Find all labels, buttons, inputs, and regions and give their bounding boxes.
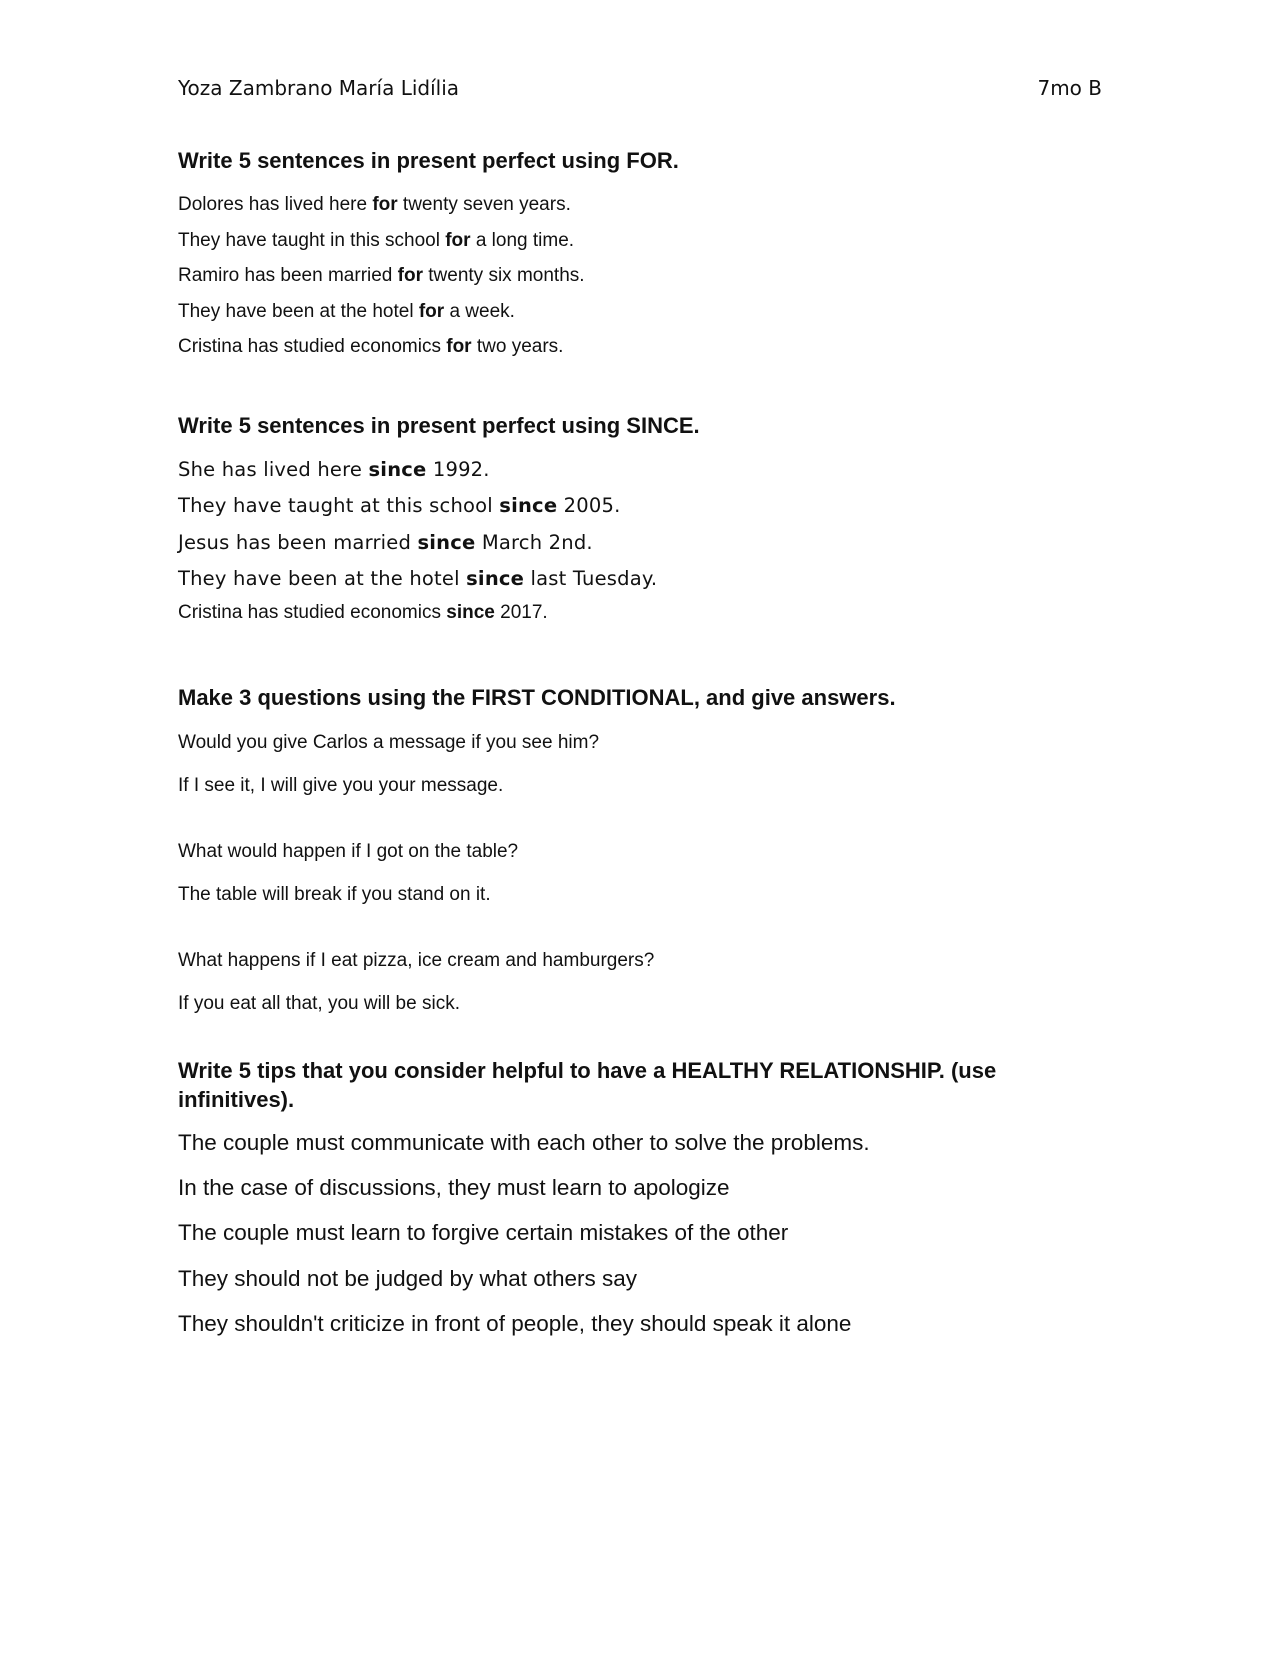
page-header: [178, 76, 1102, 106]
tips-list: [178, 1130, 1078, 1356]
since-sentence-list: [178, 458, 1078, 638]
section-conditional: [178, 685, 1078, 711]
list-item: They have been at the hotel since last Tuesday.: [178, 566, 658, 590]
conditional-question: What would happen if I got on the table?: [178, 841, 519, 862]
list-item: They have been at the hotel for a week.: [178, 300, 515, 322]
list-item: The couple must communicate with each other to solve the problems.: [178, 1130, 870, 1155]
list-item: The couple must learn to forgive certain mistakes of the other: [178, 1220, 789, 1246]
list-item: Cristina has studied economics for two years.: [178, 336, 564, 357]
section-tips: [178, 1056, 1078, 1114]
list-item: They shouldn't criticize in front of people, they should speak it alone: [178, 1310, 852, 1336]
conditional-answer: If you eat all that, you will be sick.: [178, 993, 460, 1014]
conditional-question: Would you give Carlos a message if you see him?: [178, 732, 600, 753]
section-for: [178, 148, 1078, 174]
section-since: [178, 413, 1078, 439]
list-item: They should not be judged by what others say: [178, 1265, 638, 1291]
list-item: She has lived here since 1992.: [178, 458, 490, 481]
conditional-question: What happens if I eat pizza, ice cream and hamburgers?: [178, 950, 655, 971]
student-name: Yoza Zambrano María Lidília: [178, 76, 460, 100]
conditional-answer: If I see it, I will give you your message.: [178, 775, 504, 796]
class-label: 7mo B: [1037, 76, 1102, 100]
list-item: They have taught at this school since 2005.: [178, 494, 621, 518]
section-heading: Write 5 tips that you consider helpful to have a HEALTHY RELATIONSHIP. (use infinitives).: [178, 1058, 997, 1112]
list-item: Jesus has been married since March 2nd.: [178, 530, 593, 554]
conditional-answer: The table will break if you stand on it.: [178, 884, 491, 905]
section-heading: Make 3 questions using the FIRST CONDITIONAL, and give answers.: [178, 685, 896, 710]
section-heading: Write 5 sentences in present perfect using SINCE.: [178, 413, 700, 438]
list-item: In the case of discussions, they must learn to apologize: [178, 1175, 730, 1201]
list-item: Ramiro has been married for twenty six months.: [178, 265, 585, 286]
list-item: Dolores has lived here for twenty seven years.: [178, 194, 571, 215]
for-sentence-list: [178, 194, 1078, 372]
list-item: Cristina has studied economics since 2017.: [178, 602, 548, 624]
list-item: They have taught in this school for a long time.: [178, 229, 575, 251]
section-heading: Write 5 sentences in present perfect using FOR.: [178, 148, 679, 173]
